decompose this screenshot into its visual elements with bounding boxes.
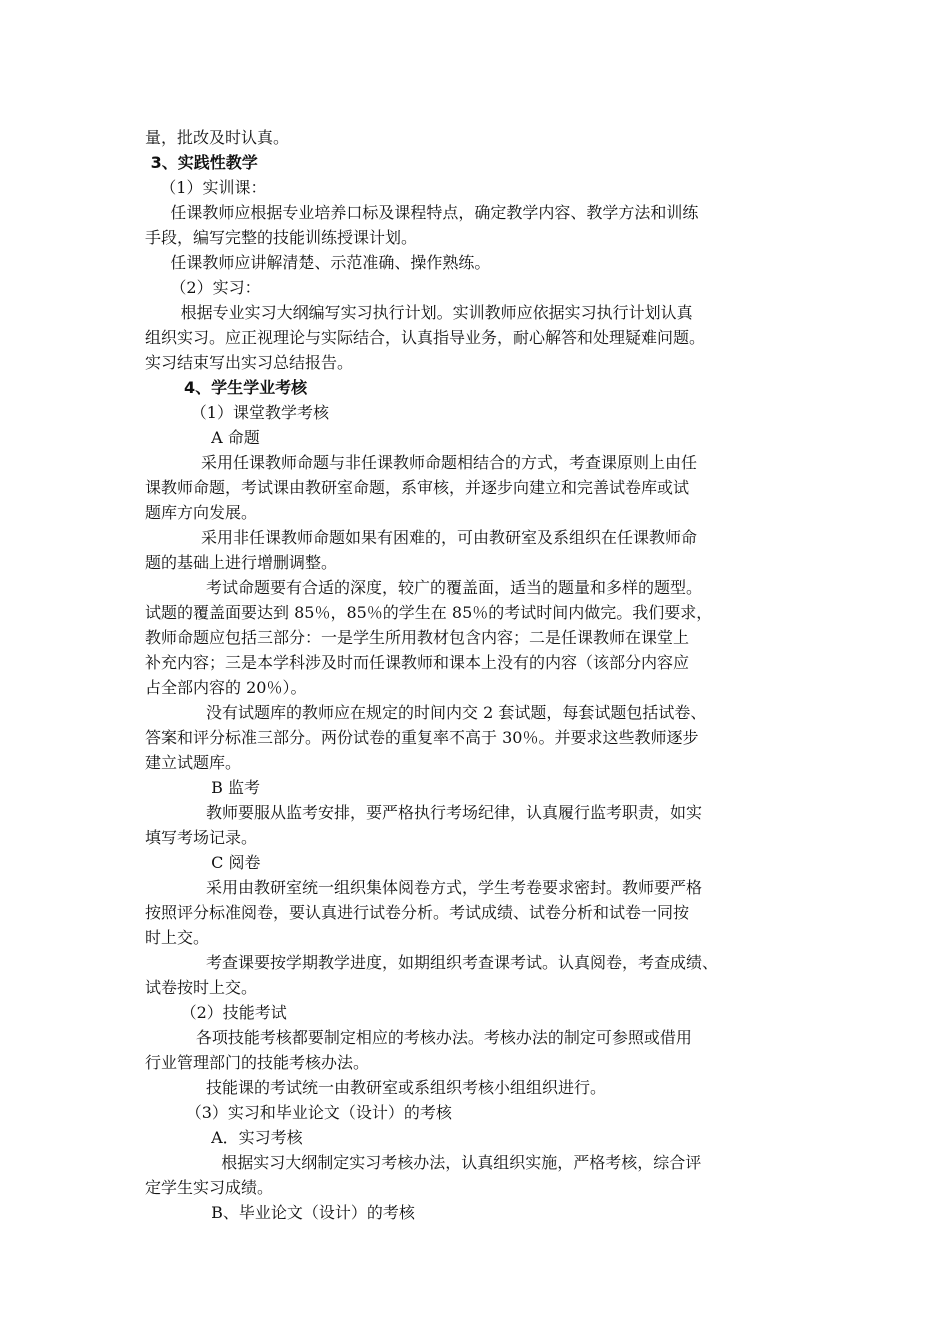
section-heading: 4、学生学业考核 [145, 378, 308, 397]
text-line: 量，批改及时认真。 [145, 128, 290, 147]
text-line: 补充内容；三是本学科涉及时而任课教师和课本上没有的内容（该部分内容应 [145, 653, 690, 672]
text-line: 填写考场记录。 [145, 828, 258, 847]
text-line: 题的基础上进行增删调整。 [145, 553, 338, 572]
subsection-heading: （2）技能考试 [145, 1003, 287, 1022]
text-line: 采用非任课教师命题如果有困难的，可由教研室及系组织在任课教师命 [145, 528, 697, 547]
text-line: 课教师命题，考试课由教研室命题，系审核，并逐步向建立和完善试卷库或试 [145, 478, 690, 497]
subsection-heading: （1）实训课： [145, 178, 267, 197]
item-heading: A 命题 [145, 428, 260, 447]
text-line: 组织实习。应正视理论与实际结合，认真指导业务，耐心解答和处理疑难问题。 [145, 328, 706, 347]
subsection-heading: （1）课堂教学考核 [145, 403, 329, 422]
text-line: 行业管理部门的技能考核办法。 [145, 1053, 370, 1072]
text-line: 手段，编写完整的技能训练授课计划。 [145, 228, 418, 247]
text-line: 占全部内容的 20％）。 [145, 678, 307, 697]
subsection-heading: （3）实习和毕业论文（设计）的考核 [145, 1103, 452, 1122]
text-line: 试题的覆盖面要达到 85％，85％的学生在 85％的考试时间内做完。我们要求， [145, 603, 713, 622]
item-heading: A．实习考核 [145, 1128, 303, 1147]
text-line: 试卷按时上交。 [145, 978, 258, 997]
text-line: 任课教师应根据专业培养口标及课程特点，确定教学内容、教学方法和训练 [145, 203, 699, 222]
text-line: 实习结束写出实习总结报告。 [145, 353, 354, 372]
item-heading: B、毕业论文（设计）的考核 [145, 1203, 415, 1222]
text-line: 答案和评分标准三部分。两份试卷的重复率不高于 30％。并要求这些教师逐步 [145, 728, 699, 747]
text-line: 没有试题库的教师应在规定的时间内交 2 套试题，每套试题包括试卷、 [145, 703, 707, 722]
item-heading: B 监考 [145, 778, 260, 797]
text-line: 教师命题应包括三部分：一是学生所用教材包含内容；二是任课教师在课堂上 [145, 628, 690, 647]
text-line: 按照评分标准阅卷，要认真进行试卷分析。考试成绩、试卷分析和试卷一同按 [145, 903, 690, 922]
text-line: 采用任课教师命题与非任课教师命题相结合的方式，考查课原则上由任 [145, 453, 697, 472]
section-heading: 3、实践性教学 [145, 153, 258, 172]
text-line: 建立试题库。 [145, 753, 242, 772]
item-heading: C 阅卷 [145, 853, 261, 872]
subsection-heading: （2）实习： [145, 278, 261, 297]
text-line: 考查课要按学期教学进度，如期组织考查课考试。认真阅卷，考查成绩、 [145, 953, 719, 972]
text-line: 题库方向发展。 [145, 503, 258, 522]
text-line: 根据专业实习大纲编写实习执行计划。实训教师应依据实习执行计划认真 [145, 303, 693, 322]
text-line: 定学生实习成绩。 [145, 1178, 274, 1197]
text-line: 技能课的考试统一由教研室或系组织考核小组组织进行。 [145, 1078, 607, 1097]
text-line: 考试命题要有合适的深度，较广的覆盖面，适当的题量和多样的题型。 [145, 578, 703, 597]
text-line: 根据实习大纲制定实习考核办法，认真组织实施，严格考核，综合评 [145, 1153, 702, 1172]
text-line: 各项技能考核都要制定相应的考核办法。考核办法的制定可参照或借用 [145, 1028, 692, 1047]
text-line: 采用由教研室统一组织集体阅卷方式，学生考卷要求密封。教师要严格 [145, 878, 703, 897]
text-line: 教师要服从监考安排，要严格执行考场纪律，认真履行监考职责，如实 [145, 803, 703, 822]
text-line: 时上交。 [145, 928, 210, 947]
text-line: 任课教师应讲解清楚、示范准确、操作熟练。 [145, 253, 491, 272]
